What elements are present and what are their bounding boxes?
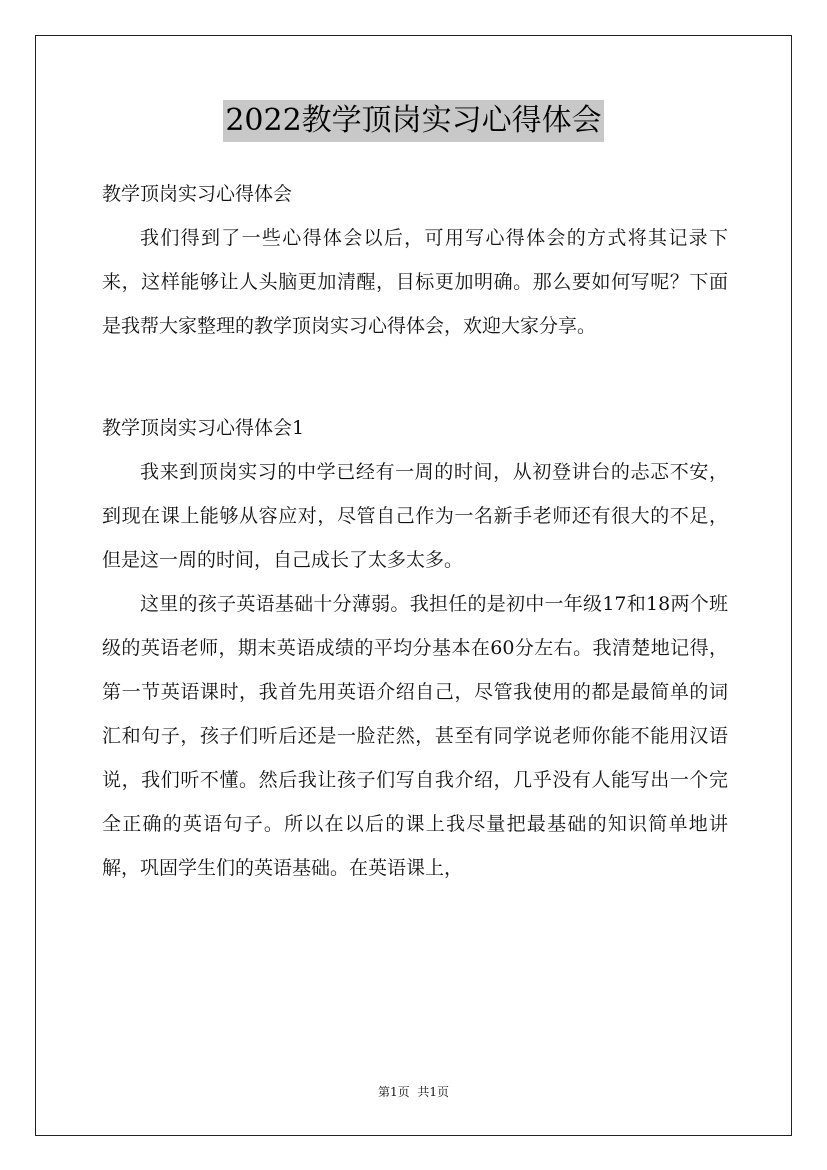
title-container xyxy=(0,100,827,142)
document-title: 2022教学顶岗实习心得体会 xyxy=(223,100,603,142)
section1-paragraph-2: 这里的孩子英语基础十分薄弱。我担任的是初中一年级17和18两个班级的英语老师，期末英语成绩的平均分基本在60分左右。我清楚地记得，第一节英语课时，我首先用英语介绍自己，尽管我使用的都是最简单的词汇和句子，孩子们听后还是一脸茫然，甚至有同学说老师你能不能用汉语说，我们听不懂。然后我让孩子们写自我介绍，几乎没有人能写出一个完全正确的英语句子。所以在以后的课上我尽量把最基础的知识简单地讲解，巩固学生们的英语基础。在英语课上， xyxy=(102,593,728,879)
page-footer xyxy=(0,1083,827,1100)
page-total: 共1页 xyxy=(417,1085,449,1099)
section1-paragraph-1: 我来到顶岗实习的中学已经有一周的时间，从初登讲台的忐忑不安，到现在课上能够从容应对，尽管自己作为一名新手老师还有很大的不足，但是这一周的时间，自己成长了太多太多。 xyxy=(102,461,728,571)
section1-heading: 教学顶岗实习心得体会1 xyxy=(102,417,305,439)
page-number: 第1页 xyxy=(378,1085,410,1099)
intro-heading: 教学顶岗实习心得体会 xyxy=(102,183,293,205)
intro-paragraph: 我们得到了一些心得体会以后，可用写心得体会的方式将其记录下来，这样能够让人头脑更加清醒，目标更加明确。那么要如何写呢？下面是我帮大家整理的教学顶岗实习心得体会，欢迎大家分享。 xyxy=(102,227,728,337)
document-body xyxy=(102,172,728,890)
section-gap xyxy=(102,348,728,406)
